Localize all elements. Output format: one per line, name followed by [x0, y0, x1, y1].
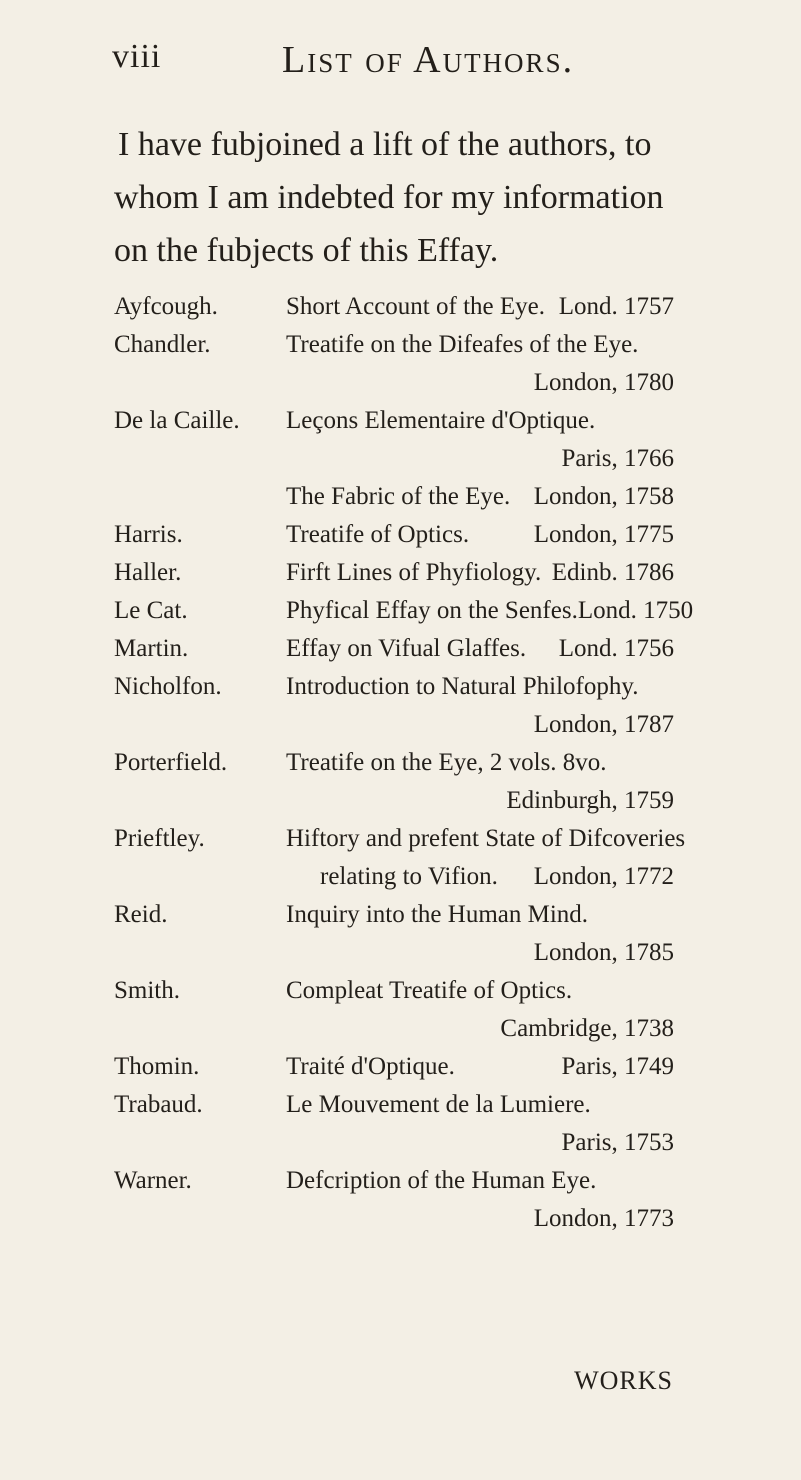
work-title: Introduction to Natural Philofophy. — [286, 673, 639, 700]
author-entry — [114, 288, 674, 326]
work-citation — [286, 896, 674, 972]
author-name: Le Cat. — [114, 597, 188, 624]
publication-place-year: Paris, 1749 — [561, 1053, 674, 1080]
publication-place-year: Lond. 1750 — [577, 597, 694, 624]
author-name: Ayfcough. — [114, 293, 218, 320]
work-citation — [286, 1048, 674, 1086]
author-entry — [114, 516, 674, 554]
citation-line — [286, 516, 674, 554]
publication-place-year: London, 1785 — [533, 939, 674, 966]
work-title: Defcription of the Human Eye. — [286, 1167, 597, 1194]
citation-line — [286, 1086, 674, 1124]
author-name: Reid. — [114, 901, 168, 928]
work-citation — [286, 516, 674, 554]
author-entry — [114, 1086, 674, 1162]
publication-place-year: London, 1772 — [533, 863, 674, 890]
citation-line — [286, 896, 674, 934]
work-citation — [286, 554, 674, 592]
citation-line — [286, 934, 674, 972]
citation-line — [286, 364, 674, 402]
citation-line — [286, 706, 674, 744]
author-name: Porterfield. — [114, 749, 228, 776]
work-title: Effay on Vifual Glaffes. — [286, 635, 527, 662]
citation-line — [286, 478, 674, 516]
citation-line — [286, 1010, 674, 1048]
work-citation — [286, 630, 674, 668]
publication-place-year: Paris, 1766 — [561, 445, 674, 472]
author-name: Harris. — [114, 521, 183, 548]
author-entry — [114, 972, 674, 1048]
author-name: Martin. — [114, 635, 189, 662]
author-name: Thomin. — [114, 1053, 200, 1080]
running-title: List of Authors. — [282, 39, 575, 81]
citation-line — [286, 668, 674, 706]
publication-place-year: London, 1758 — [533, 483, 674, 510]
work-title: Le Mouvement de la Lumiere. — [286, 1091, 591, 1118]
author-entry — [114, 402, 674, 516]
author-name: Trabaud. — [114, 1091, 203, 1118]
citation-line — [286, 858, 674, 896]
work-citation — [286, 820, 686, 896]
author-entry — [114, 1162, 674, 1238]
work-citation — [286, 326, 674, 402]
author-entry — [114, 630, 674, 668]
citation-line — [286, 782, 674, 820]
work-title: relating to Vifion. — [320, 863, 498, 890]
work-title: Phyfical Effay on the Senfes. — [286, 597, 578, 624]
citation-line — [286, 820, 686, 858]
work-title: Treatife of Optics. — [286, 521, 470, 548]
work-citation — [286, 592, 694, 630]
citation-line — [286, 402, 674, 440]
work-citation — [286, 668, 674, 744]
citation-line — [286, 288, 674, 326]
publication-place-year: Lond. 1756 — [558, 635, 674, 662]
citation-line — [286, 554, 674, 592]
citation-line — [286, 630, 674, 668]
citation-line — [286, 1048, 674, 1086]
publication-place-year: London, 1773 — [533, 1205, 674, 1232]
publication-place-year: London, 1787 — [533, 711, 674, 738]
work-citation — [286, 1086, 674, 1162]
author-name: Chandler. — [114, 331, 211, 358]
citation-line — [286, 440, 674, 478]
work-title: Leçons Elementaire d'Optique. — [286, 407, 596, 434]
work-citation — [286, 744, 674, 820]
author-name: Smith. — [114, 977, 180, 1004]
publication-place-year: London, 1775 — [533, 521, 674, 548]
publication-place-year: Cambridge, 1738 — [500, 1015, 674, 1042]
author-name: Haller. — [114, 559, 182, 586]
author-list — [114, 288, 694, 1238]
work-citation — [286, 972, 674, 1048]
author-entry — [114, 326, 674, 402]
work-title: Compleat Treatife of Optics. — [286, 977, 573, 1004]
citation-line — [286, 972, 674, 1010]
intro-paragraph: I have fubjoined a lift of the authors, to whom I am indebted for my information on the fubjects of this Effay. — [114, 126, 664, 269]
work-title: Treatife on the Difeafes of the Eye. — [286, 331, 639, 358]
page-header — [112, 38, 672, 88]
citation-line — [286, 1200, 674, 1238]
publication-place-year: Edinburgh, 1759 — [506, 787, 674, 814]
author-name: Warner. — [114, 1167, 192, 1194]
citation-line — [286, 744, 674, 782]
publication-place-year: London, 1780 — [533, 369, 674, 396]
publication-place-year: Paris, 1753 — [561, 1129, 674, 1156]
author-name: Nicholfon. — [114, 673, 222, 700]
citation-line — [286, 326, 674, 364]
author-entry — [114, 592, 694, 630]
work-title: Traité d'Optique. — [286, 1053, 455, 1080]
work-title: Firft Lines of Phyfiology. — [286, 559, 542, 586]
catchword: WORKS — [574, 1366, 673, 1395]
work-title: Inquiry into the Human Mind. — [286, 901, 589, 928]
work-title: The Fabric of the Eye. — [286, 483, 511, 510]
publication-place-year: Lond. 1757 — [558, 293, 674, 320]
work-citation — [286, 1162, 674, 1238]
author-entry — [114, 896, 674, 972]
author-entry — [114, 820, 686, 896]
author-entry — [114, 668, 674, 744]
work-citation — [286, 288, 674, 326]
work-title: Hiftory and prefent State of Difcoveries — [286, 825, 686, 852]
author-entry — [114, 554, 674, 592]
work-title: Short Account of the Eye. — [286, 293, 545, 320]
work-citation — [286, 402, 674, 516]
author-name: Prieftley. — [114, 825, 205, 852]
publication-place-year: Edinb. 1786 — [551, 559, 674, 586]
work-title: Treatife on the Eye, 2 vols. 8vo. — [286, 749, 607, 776]
citation-line — [286, 1162, 674, 1200]
page-number: viii — [112, 38, 162, 75]
author-entry — [114, 1048, 674, 1086]
author-name: De la Caille. — [114, 407, 240, 434]
citation-line — [286, 1124, 674, 1162]
author-entry — [114, 744, 674, 820]
citation-line — [286, 592, 694, 630]
